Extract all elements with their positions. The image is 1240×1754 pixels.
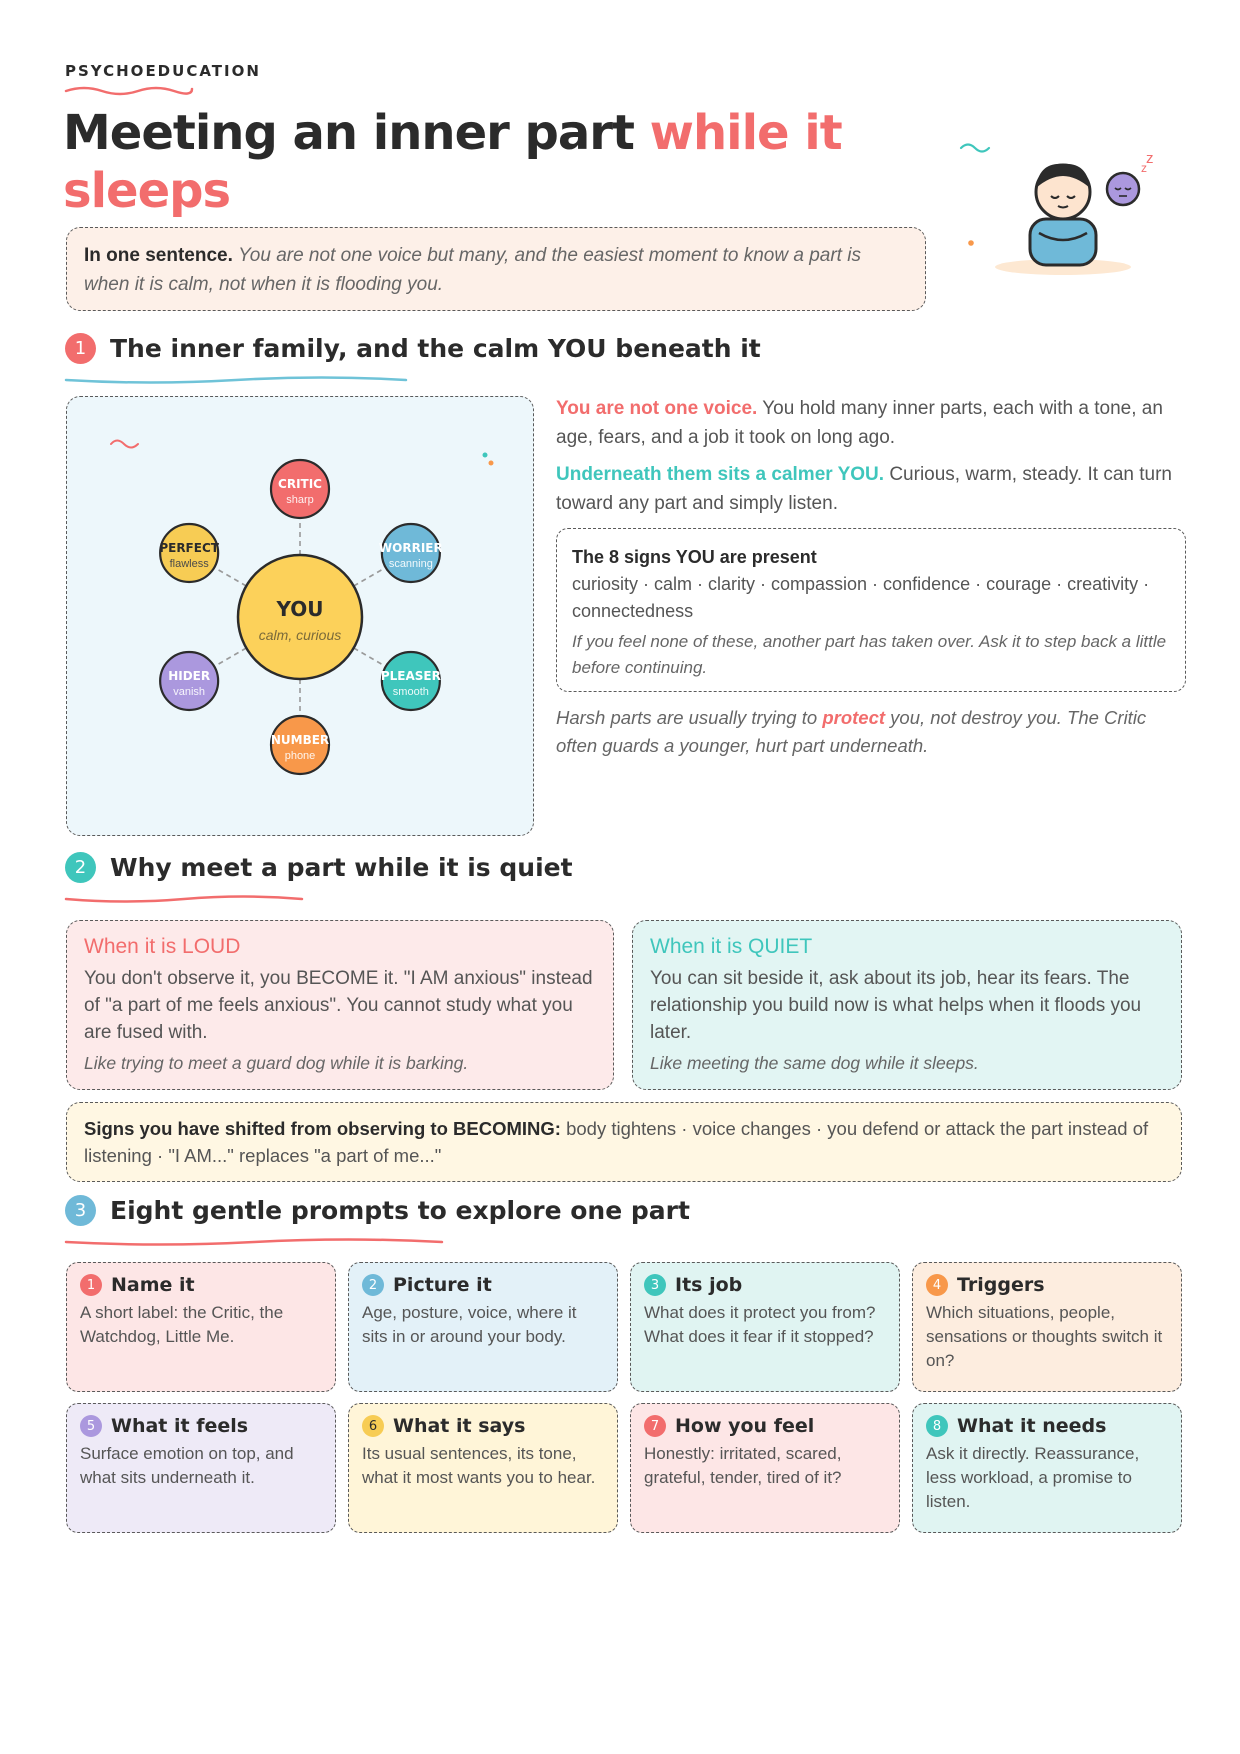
card-text: Which situations, people, sensations or thoughts switch it on?: [926, 1303, 1163, 1370]
card-title: Its job: [675, 1274, 743, 1296]
section1-number: 1: [65, 333, 96, 364]
prompt-card-how-you-feel: [630, 1403, 900, 1533]
part-node-worrier: [379, 524, 443, 582]
card-text: Its usual sentences, its tone, what it most wants you to hear.: [362, 1444, 596, 1487]
section1-heading: [65, 333, 761, 364]
part-sublabel: flawless: [169, 558, 209, 570]
card-text: A short label: the Critic, the Watchdog, Little Me.: [80, 1303, 284, 1346]
intro-highlight-1: You are not one voice.: [556, 398, 758, 419]
intro-paragraph-1: [556, 394, 1186, 452]
card-title: Name it: [111, 1274, 195, 1296]
signs-note: If you feel none of these, another part has taken over. Ask it to step back a little before continuing.: [572, 632, 1167, 677]
part-sublabel: vanish: [173, 686, 206, 698]
title-accent: while it sleeps: [63, 105, 842, 219]
card-number: 6: [362, 1415, 384, 1437]
harsh-parts-note: [556, 704, 1186, 760]
title-main: Meeting an inner part: [63, 105, 650, 161]
summary-text: You are not one voice but many, and the easiest moment to know a part is when it is calm, not when it is flooding you.: [84, 245, 861, 295]
intro-paragraph-2: [556, 460, 1186, 518]
part-node-perfect: [159, 524, 219, 582]
signs-list: curiosity · calm · clarity · compassion · confidence · courage · creativity · connectedness: [572, 574, 1150, 621]
part-sublabel: phone: [284, 750, 316, 762]
sleep-z-small: z: [1141, 161, 1147, 175]
connector-line: [354, 568, 386, 587]
part-node-critic: [271, 460, 329, 518]
section3-heading: [65, 1195, 690, 1226]
sleep-z-large: z: [1146, 150, 1154, 167]
card-number: 3: [644, 1274, 666, 1296]
card-title: What it feels: [111, 1415, 249, 1437]
meditating-person-illustration: [955, 135, 1165, 280]
prompt-card-triggers: [912, 1262, 1182, 1392]
quiet-box: [632, 920, 1182, 1090]
card-title: What it needs: [957, 1415, 1107, 1437]
card-title: Picture it: [393, 1274, 492, 1296]
part-sublabel: smooth: [392, 686, 429, 698]
section1-text-column: [556, 394, 1186, 760]
card-title: Triggers: [957, 1274, 1045, 1296]
connector-line: [214, 568, 246, 587]
part-name: CRITIC: [278, 477, 322, 491]
card-title: What it says: [393, 1415, 526, 1437]
part-name: WORRIER: [378, 541, 443, 555]
part-sublabel: sharp: [286, 494, 314, 506]
quiet-note: Like meeting the same dog while it sleeps.: [650, 1053, 979, 1073]
quiet-title: When it is QUIET: [650, 935, 813, 958]
part-name: PLEASER: [380, 669, 441, 683]
harsh-text-a: Harsh parts are usually trying to: [556, 707, 823, 728]
intro-text-2: Curious, warm, steady. It can turn toward any part and simply listen.: [556, 464, 1172, 514]
section3-number: 3: [65, 1195, 96, 1226]
loud-box: [66, 920, 614, 1090]
card-title: How you feel: [675, 1415, 815, 1437]
card-text: Surface emotion on top, and what sits underneath it.: [80, 1444, 294, 1487]
harsh-protect: protect: [822, 707, 886, 728]
card-number: 1: [80, 1274, 102, 1296]
eyebrow-label: PSYCHOEDUCATION: [65, 62, 261, 80]
section2-title: Why meet a part while it is quiet: [110, 853, 573, 882]
connector-line: [354, 648, 386, 667]
eyebrow-squiggle: [64, 84, 194, 96]
card-number: 8: [926, 1415, 948, 1437]
card-number: 2: [362, 1274, 384, 1296]
prompt-card-what-it-says: [348, 1403, 618, 1533]
you-sublabel: calm, curious: [258, 627, 342, 643]
signs-box: [556, 528, 1186, 692]
harsh-text-c: you, not destroy you. The Critic often guards a younger, hurt part underneath.: [556, 707, 1147, 756]
card-text: Ask it directly. Reassurance, less workload, a promise to listen.: [926, 1444, 1140, 1511]
section2-number: 2: [65, 852, 96, 883]
signs-title: The 8 signs YOU are present: [572, 547, 817, 567]
card-text: Age, posture, voice, where it sits in or around your body.: [362, 1303, 577, 1346]
summary-label: In one sentence.: [84, 245, 233, 266]
section1-underline: [64, 374, 409, 386]
quiet-text: You can sit beside it, ask about its job, hear its fears. The relationship you build now is what helps when it floods you later.: [650, 968, 1142, 1043]
section3-underline: [64, 1236, 444, 1248]
card-number: 7: [644, 1415, 666, 1437]
prompt-card-its-job: [630, 1262, 900, 1392]
prompt-card-what-it-needs: [912, 1403, 1182, 1533]
inner-family-diagram: [66, 396, 534, 836]
part-node-pleaser: [381, 652, 441, 710]
part-node-number: [271, 716, 329, 774]
part-name: PERFECT: [159, 541, 219, 555]
part-sublabel: scanning: [388, 558, 433, 570]
shift-signs-box: [66, 1102, 1182, 1182]
part-name: HIDER: [168, 669, 211, 683]
prompt-card-what-it-feels: [66, 1403, 336, 1533]
intro-highlight-2: Underneath them sits a calmer YOU.: [556, 464, 885, 485]
page-title: [63, 104, 923, 220]
prompt-card-name-it: [66, 1262, 336, 1392]
part-name: NUMBER: [270, 733, 330, 747]
card-text: Honestly: irritated, scared, grateful, tender, tired of it?: [644, 1444, 842, 1487]
loud-note: Like trying to meet a guard dog while it is barking.: [84, 1053, 469, 1073]
section1-title: The inner family, and the calm YOU beneath it: [110, 334, 761, 363]
diagram-svg: [67, 397, 532, 834]
section2-heading: [65, 852, 573, 883]
loud-title: When it is LOUD: [84, 935, 241, 958]
part-node-hider: [160, 652, 218, 710]
card-number: 4: [926, 1274, 948, 1296]
shift-label: Signs you have shifted from observing to BECOMING:: [84, 1118, 561, 1139]
prompt-card-picture-it: [348, 1262, 618, 1392]
card-number: 5: [80, 1415, 102, 1437]
intro-text-1: You hold many inner parts, each with a tone, an age, fears, and a job it took on long ago.: [556, 398, 1163, 448]
section3-title: Eight gentle prompts to explore one part: [110, 1196, 690, 1225]
you-label: YOU: [276, 597, 324, 621]
summary-box: [66, 227, 926, 311]
connector-line: [214, 648, 246, 667]
section2-underline: [64, 893, 304, 905]
loud-text: You don't observe it, you BECOME it. "I AM anxious" instead of "a part of me feels anxious". You cannot study what you are fused with.: [84, 968, 593, 1043]
shift-text: body tightens · voice changes · you defend or attack the part instead of listening · "I AM..." replaces "a part of me...": [84, 1118, 1149, 1166]
card-text: What does it protect you from? What does it fear if it stopped?: [644, 1303, 876, 1346]
